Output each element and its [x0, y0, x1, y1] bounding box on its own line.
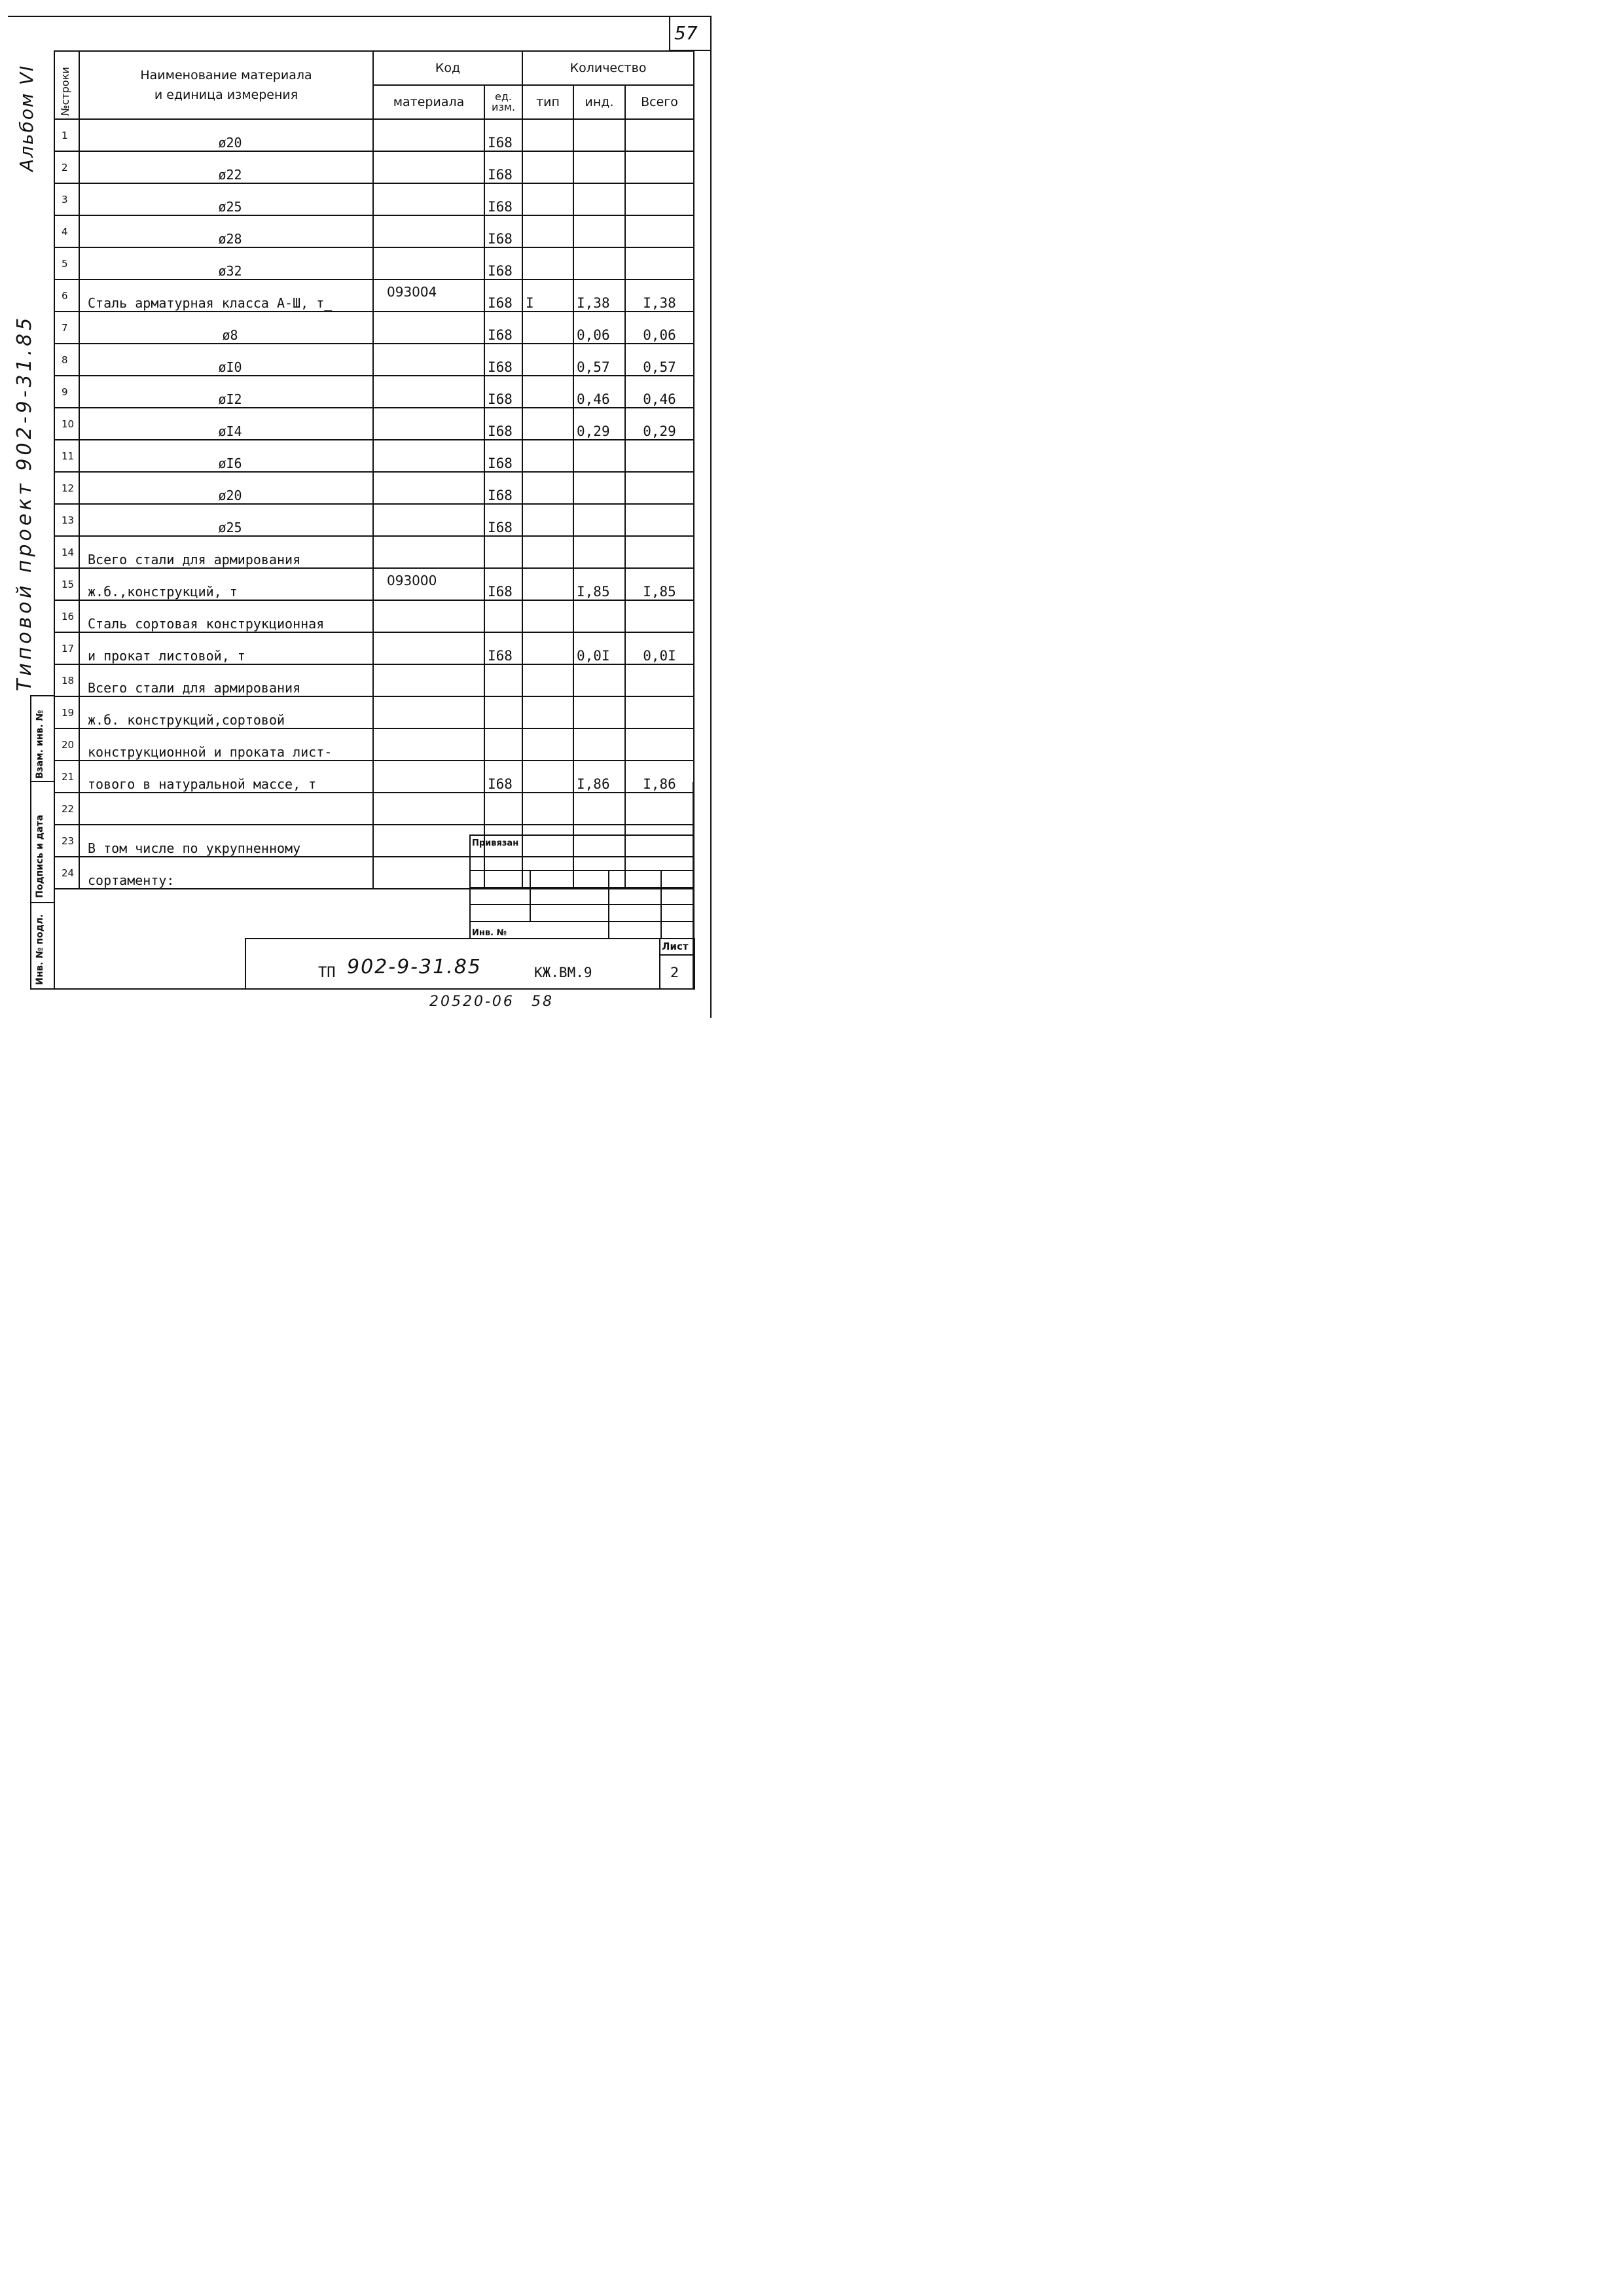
row-number-cell: 7 [54, 312, 79, 344]
qty-total-cell [625, 247, 694, 279]
material-name-cell: ø25 [79, 183, 373, 215]
frame-left-line [30, 695, 31, 990]
qty-total-cell [625, 664, 694, 696]
spec-body [54, 119, 694, 889]
table-row [54, 312, 694, 344]
unit-code-cell: I68 [484, 408, 522, 440]
row-number-cell: 10 [54, 408, 79, 440]
table-row [54, 504, 694, 536]
table-row [54, 632, 694, 664]
material-name-cell: ø8 [79, 312, 373, 344]
qty-total-cell: I,86 [625, 761, 694, 793]
table-row [54, 344, 694, 376]
stamp-cell [661, 888, 694, 905]
unit-code-cell: I68 [484, 151, 522, 183]
podpis-data-label: Подпись и дата [35, 814, 45, 898]
unit-code-cell: I68 [484, 312, 522, 344]
qty-ind-cell: I,38 [573, 279, 625, 312]
material-code-cell [373, 472, 484, 504]
material-code-cell [373, 408, 484, 440]
row-number-cell: 12 [54, 472, 79, 504]
qty-ind-cell: 0,57 [573, 344, 625, 376]
stamp-cell [609, 888, 661, 905]
material-code-cell [373, 696, 484, 728]
qty-type-cell [522, 344, 573, 376]
qty-total-cell [625, 215, 694, 247]
qty-ind-cell [573, 793, 625, 825]
row-number-header: №строки [54, 51, 79, 119]
material-name-cell: ø32 [79, 247, 373, 279]
qty-total-cell [625, 151, 694, 183]
album-label: Альбом VI [16, 64, 37, 171]
unit-code-cell [484, 728, 522, 761]
stamp-cell [661, 922, 694, 939]
stamp-cell [530, 888, 609, 905]
stamp-cell [470, 888, 530, 905]
unit-code-cell: I68 [484, 568, 522, 600]
table-row [54, 183, 694, 215]
material-code-cell [373, 793, 484, 825]
stamp-cell [530, 905, 609, 922]
unit-code-cell: I68 [484, 247, 522, 279]
title-block-sheet-label-line [659, 954, 694, 956]
row-number-cell: 18 [54, 664, 79, 696]
stamp-cell [609, 922, 661, 939]
row-number-cell: 23 [54, 825, 79, 857]
material-code-cell [373, 312, 484, 344]
material-name-cell: Сталь арматурная класса А-Ш, т_ [79, 279, 373, 312]
unit-code-cell [484, 600, 522, 632]
qty-ind-cell: 0,29 [573, 408, 625, 440]
material-name-cell: конструкционной и проката лист- [79, 728, 373, 761]
qty-ind-cell: I,86 [573, 761, 625, 793]
material-name-header: Наименование материала и единица измерения [79, 51, 373, 119]
material-name-cell: øI2 [79, 376, 373, 408]
qty-ind-cell: 0,06 [573, 312, 625, 344]
table-row [54, 472, 694, 504]
qty-ind-cell [573, 151, 625, 183]
material-name-cell: Всего стали для армирования [79, 536, 373, 568]
qty-type-cell [522, 793, 573, 825]
qty-total-cell: 0,06 [625, 312, 694, 344]
qty-ind-cell [573, 664, 625, 696]
material-name-cell: тового в натуральной массе, т [79, 761, 373, 793]
qty-type-cell: I [522, 279, 573, 312]
qty-type-cell [522, 696, 573, 728]
material-code-cell [373, 600, 484, 632]
project-label: Типовой проект 902-9-31.85 [13, 314, 36, 691]
unit-code-cell: I68 [484, 472, 522, 504]
qty-total-cell: 0,57 [625, 344, 694, 376]
stamp-cell [530, 870, 609, 888]
material-code-cell [373, 376, 484, 408]
qty-total-cell: 0,29 [625, 408, 694, 440]
unit-code-cell [484, 664, 522, 696]
material-code-cell [373, 761, 484, 793]
row-number-cell: 14 [54, 536, 79, 568]
qty-ind-cell: 0,46 [573, 376, 625, 408]
row-number-cell: 8 [54, 344, 79, 376]
row-number-cell: 21 [54, 761, 79, 793]
unit-code-cell: I68 [484, 183, 522, 215]
left-stamp-divider-1 [30, 695, 54, 696]
privyazan-label: Привязан [470, 835, 694, 870]
vzam-inv-label: Взам. инв. № [35, 709, 45, 779]
qty-ind-cell [573, 183, 625, 215]
material-name-cell [79, 793, 373, 825]
row-number-cell: 20 [54, 728, 79, 761]
table-row [54, 279, 694, 312]
table-row [54, 536, 694, 568]
table-row [54, 761, 694, 793]
unit-code-cell: I68 [484, 376, 522, 408]
material-code-cell [373, 504, 484, 536]
table-row [54, 151, 694, 183]
qty-ind-header: инд. [573, 85, 625, 119]
row-number-cell: 16 [54, 600, 79, 632]
qty-ind-cell [573, 728, 625, 761]
qty-total-cell: 0,0I [625, 632, 694, 664]
row-number-cell: 3 [54, 183, 79, 215]
qty-total-cell: I,38 [625, 279, 694, 312]
quantity-header: Количество [522, 51, 694, 85]
unit-code-cell: I68 [484, 215, 522, 247]
table-row [54, 568, 694, 600]
material-name-cell: ø20 [79, 472, 373, 504]
row-number-cell: 22 [54, 793, 79, 825]
unit-code-cell: I68 [484, 279, 522, 312]
qty-type-cell [522, 568, 573, 600]
qty-type-cell [522, 247, 573, 279]
stamp-cell [661, 870, 694, 888]
qty-ind-cell [573, 215, 625, 247]
qty-total-cell [625, 472, 694, 504]
table-row [54, 247, 694, 279]
qty-total-cell [625, 600, 694, 632]
sheet-label: Лист [662, 941, 689, 952]
material-code-cell [373, 632, 484, 664]
qty-ind-cell: I,85 [573, 568, 625, 600]
row-number-cell: 11 [54, 440, 79, 472]
left-stamp-divider-3 [30, 902, 54, 903]
tp-label: ТП [318, 965, 336, 981]
qty-total-cell [625, 119, 694, 151]
stamp-cell [470, 905, 530, 922]
stamp-cell [661, 905, 694, 922]
footer-page: 58 [532, 994, 554, 1010]
material-name-cell: ø22 [79, 151, 373, 183]
unit-code-cell [484, 696, 522, 728]
material-name-cell: ø20 [79, 119, 373, 151]
qty-ind-cell [573, 536, 625, 568]
qty-ind-cell [573, 119, 625, 151]
stamp-cell [470, 870, 530, 888]
qty-total-cell [625, 696, 694, 728]
inv-podl-label: Инв. № подл. [35, 914, 45, 985]
title-block-sheet-divider [659, 938, 660, 990]
qty-type-cell [522, 664, 573, 696]
material-name-cell: В том числе по укрупненному [79, 825, 373, 857]
table-row [54, 119, 694, 151]
qty-ind-cell [573, 247, 625, 279]
table-row [54, 440, 694, 472]
qty-type-cell [522, 312, 573, 344]
row-number-cell: 19 [54, 696, 79, 728]
frame-top-line [8, 16, 712, 17]
table-row [54, 215, 694, 247]
row-number-cell: 2 [54, 151, 79, 183]
material-code-cell: 093000 [373, 568, 484, 600]
table-row [54, 600, 694, 632]
material-code-cell: 093004 [373, 279, 484, 312]
qty-total-cell [625, 183, 694, 215]
qty-type-cell [522, 183, 573, 215]
qty-total-cell [625, 536, 694, 568]
qty-type-cell [522, 408, 573, 440]
material-code-cell [373, 536, 484, 568]
unit-code-cell: I68 [484, 761, 522, 793]
page-number: 57 [674, 22, 698, 44]
qty-type-cell [522, 728, 573, 761]
qty-ind-cell [573, 472, 625, 504]
material-name-cell: ж.б. конструкций,сортовой [79, 696, 373, 728]
material-name-cell: сортаменту: [79, 857, 373, 889]
material-name-cell: Всего стали для армирования [79, 664, 373, 696]
qty-total-cell [625, 793, 694, 825]
unit-code-cell: I68 [484, 504, 522, 536]
row-number-cell: 6 [54, 279, 79, 312]
unit-code-cell [484, 536, 522, 568]
material-name-cell: Сталь сортовая конструкционная [79, 600, 373, 632]
qty-type-cell [522, 504, 573, 536]
material-code-cell [373, 151, 484, 183]
material-code-cell [373, 215, 484, 247]
material-code-cell [373, 728, 484, 761]
qty-ind-cell [573, 696, 625, 728]
row-number-cell: 15 [54, 568, 79, 600]
row-number-cell: 24 [54, 857, 79, 889]
row-number-cell: 1 [54, 119, 79, 151]
qty-total-cell [625, 504, 694, 536]
qty-total-cell: 0,46 [625, 376, 694, 408]
title-doc-code: КЖ.ВМ.9 [534, 965, 592, 980]
material-name-cell: и прокат листовой, т [79, 632, 373, 664]
table-row [54, 408, 694, 440]
row-number-cell: 5 [54, 247, 79, 279]
qty-type-cell [522, 536, 573, 568]
qty-type-cell [522, 600, 573, 632]
table-row [54, 696, 694, 728]
material-code-cell [373, 664, 484, 696]
material-name-cell: øI4 [79, 408, 373, 440]
qty-type-cell [522, 376, 573, 408]
unit-code-cell: I68 [484, 440, 522, 472]
row-number-cell: 13 [54, 504, 79, 536]
row-number-cell: 17 [54, 632, 79, 664]
qty-ind-cell [573, 600, 625, 632]
qty-type-cell [522, 761, 573, 793]
qty-total-cell [625, 728, 694, 761]
stamp-cell [609, 905, 661, 922]
material-code-cell [373, 247, 484, 279]
qty-total-cell [625, 440, 694, 472]
qty-ind-cell [573, 440, 625, 472]
qty-ind-cell: 0,0I [573, 632, 625, 664]
qty-type-cell [522, 632, 573, 664]
qty-type-cell [522, 151, 573, 183]
material-code-cell [373, 440, 484, 472]
code-unit-header: ед. изм. [484, 85, 522, 119]
row-number-cell: 4 [54, 215, 79, 247]
unit-code-cell: I68 [484, 632, 522, 664]
binding-stamp [469, 834, 695, 939]
table-row [54, 728, 694, 761]
material-name-cell: ø25 [79, 504, 373, 536]
qty-type-cell [522, 119, 573, 151]
title-project-number: 902-9-31.85 [347, 956, 482, 978]
unit-code-cell: I68 [484, 344, 522, 376]
qty-type-cell [522, 215, 573, 247]
table-row [54, 793, 694, 825]
sheet-number: 2 [670, 965, 679, 980]
qty-type-cell [522, 440, 573, 472]
material-name-cell: øI6 [79, 440, 373, 472]
code-material-header: материала [373, 85, 484, 119]
unit-code-cell: I68 [484, 119, 522, 151]
table-row [54, 376, 694, 408]
qty-type-cell [522, 472, 573, 504]
row-number-cell: 9 [54, 376, 79, 408]
page-number-box-left [669, 16, 670, 51]
frame-right-line [710, 16, 712, 1018]
qty-total-cell: I,85 [625, 568, 694, 600]
left-stamp-divider-2 [30, 781, 54, 782]
material-name-cell: ø28 [79, 215, 373, 247]
qty-type-header: тип [522, 85, 573, 119]
material-name-cell: øI0 [79, 344, 373, 376]
material-code-cell [373, 857, 484, 889]
material-spec-table [54, 50, 695, 889]
stamp-cell [609, 870, 661, 888]
footer-order-number: 20520-06 [429, 994, 514, 1010]
material-code-cell [373, 119, 484, 151]
material-code-cell [373, 183, 484, 215]
stamp-inv-label: Инв. № [470, 922, 609, 939]
qty-total-header: Всего [625, 85, 694, 119]
material-name-cell: ж.б.,конструкций, т [79, 568, 373, 600]
unit-code-cell [484, 793, 522, 825]
material-code-cell [373, 825, 484, 857]
material-code-cell [373, 344, 484, 376]
table-row [54, 664, 694, 696]
code-header: Код [373, 51, 522, 85]
qty-ind-cell [573, 504, 625, 536]
